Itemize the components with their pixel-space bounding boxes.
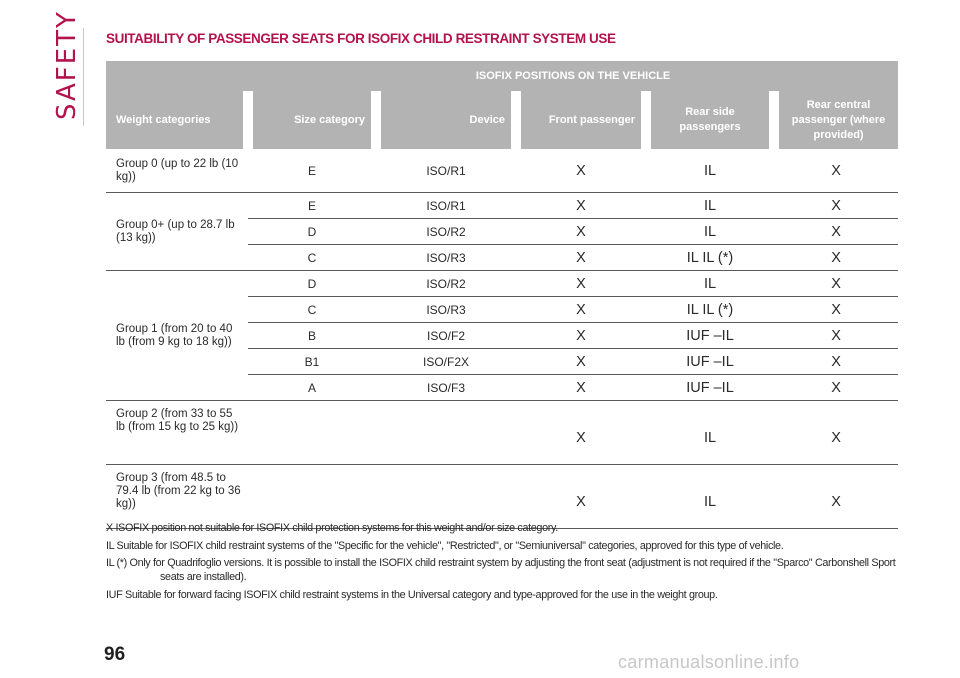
section-divider [83,28,84,126]
rear-central-cell: X [774,349,898,375]
table-row [106,465,898,529]
rear-central-cell: X [774,219,898,245]
size-cell [248,401,376,465]
front-cell: X [516,245,646,271]
isofix-suitability-table [106,61,898,529]
size-cell: C [248,297,376,323]
note-x: X ISOFIX position not suitable for ISOFIX child protection systems for this weight and/or size category. [106,522,558,534]
col-header-size: Size category [248,91,376,149]
page-number: 96 [104,644,126,665]
device-cell [376,401,516,465]
rear-central-cell: X [774,245,898,271]
rear-side-cell: IL [646,219,774,245]
rear-central-cell: X [774,193,898,219]
rear-central-cell: X [774,375,898,401]
rear-central-cell: X [774,401,898,465]
front-cell: X [516,271,646,297]
front-cell: X [516,323,646,349]
device-cell [376,465,516,529]
col-header-rear-side: Rear side passengers [646,91,774,149]
rear-central-cell: X [774,149,898,193]
group-label: Group 0 (up to 22 lb (10 kg)) [106,149,248,193]
col-header-front: Front passenger [516,91,646,149]
rear-side-cell: IL IL (*) [646,297,774,323]
device-cell: ISO/R3 [376,245,516,271]
size-cell [248,465,376,529]
rear-central-cell: X [774,323,898,349]
group-label: Group 3 (from 48.5 to 79.4 lb (from 22 kg to 36 kg)) [106,465,248,529]
size-cell: C [248,245,376,271]
group-label: Group 1 (from 20 to 40 lb (from 9 kg to 18 kg)) [106,271,248,401]
front-cell: X [516,401,646,465]
table-row [106,271,898,297]
device-cell: ISO/F3 [376,375,516,401]
device-cell: ISO/F2X [376,349,516,375]
size-cell: E [248,149,376,193]
size-cell: B [248,323,376,349]
watermark: carmanualsonline.info [618,652,800,672]
page-title: SUITABILITY OF PASSENGER SEATS FOR ISOFIX CHILD RESTRAINT SYSTEM USE [106,31,616,46]
rear-side-cell: IL IL (*) [646,245,774,271]
rear-side-cell: IL [646,193,774,219]
col-header-device: Device [376,91,516,149]
front-cell: X [516,219,646,245]
device-cell: ISO/R1 [376,149,516,193]
front-cell: X [516,297,646,323]
rear-side-cell: IUF –IL [646,349,774,375]
table-row [106,149,898,193]
rear-central-cell: X [774,271,898,297]
table-row [106,401,898,465]
note-il-star: IL (*) Only for Quadrifoglio versions. It is possible to install the ISOFIX child restraint system by adjusting the front seat (adjustment is not required if the "Sparco" Carbonshell Sport seats are installed). [106,557,896,583]
section-label: SAFETY [52,10,82,120]
table-header-empty [106,61,248,91]
front-cell: X [516,149,646,193]
rear-side-cell: IL [646,271,774,297]
table-row [106,193,898,219]
front-cell: X [516,193,646,219]
rear-side-cell: IUF –IL [646,323,774,349]
device-cell: ISO/R3 [376,297,516,323]
rear-central-cell: X [774,297,898,323]
size-cell: B1 [248,349,376,375]
front-cell: X [516,375,646,401]
note-il: IL Suitable for ISOFIX child restraint systems of the "Specific for the vehicle", "Restricted", or "Semiuniversal" categories, approved for this type of vehicle. [106,539,784,552]
rear-central-cell: X [774,465,898,529]
col-header-weight: Weight categories [106,91,248,149]
rear-side-cell: IL [646,149,774,193]
size-cell: A [248,375,376,401]
col-header-rear-central: Rear central passenger (where provided) [774,91,898,149]
rear-side-cell: IL [646,465,774,529]
rear-side-cell: IL [646,401,774,465]
table-top-header: ISOFIX POSITIONS ON THE VEHICLE [248,61,898,91]
size-cell: D [248,271,376,297]
device-cell: ISO/R2 [376,271,516,297]
front-cell: X [516,349,646,375]
front-cell: X [516,465,646,529]
size-cell: E [248,193,376,219]
group-label: Group 0+ (up to 28.7 lb (13 kg)) [106,193,248,271]
device-cell: ISO/F2 [376,323,516,349]
device-cell: ISO/R1 [376,193,516,219]
group-label: Group 2 (from 33 to 55 lb (from 15 kg to 25 kg)) [106,401,248,465]
size-cell: D [248,219,376,245]
device-cell: ISO/R2 [376,219,516,245]
note-iuf: IUF Suitable for forward facing ISOFIX child restraint systems in the Universal category and type-approved for the use in the weight group. [106,588,718,601]
rear-side-cell: IUF –IL [646,375,774,401]
legend-notes [106,521,906,605]
